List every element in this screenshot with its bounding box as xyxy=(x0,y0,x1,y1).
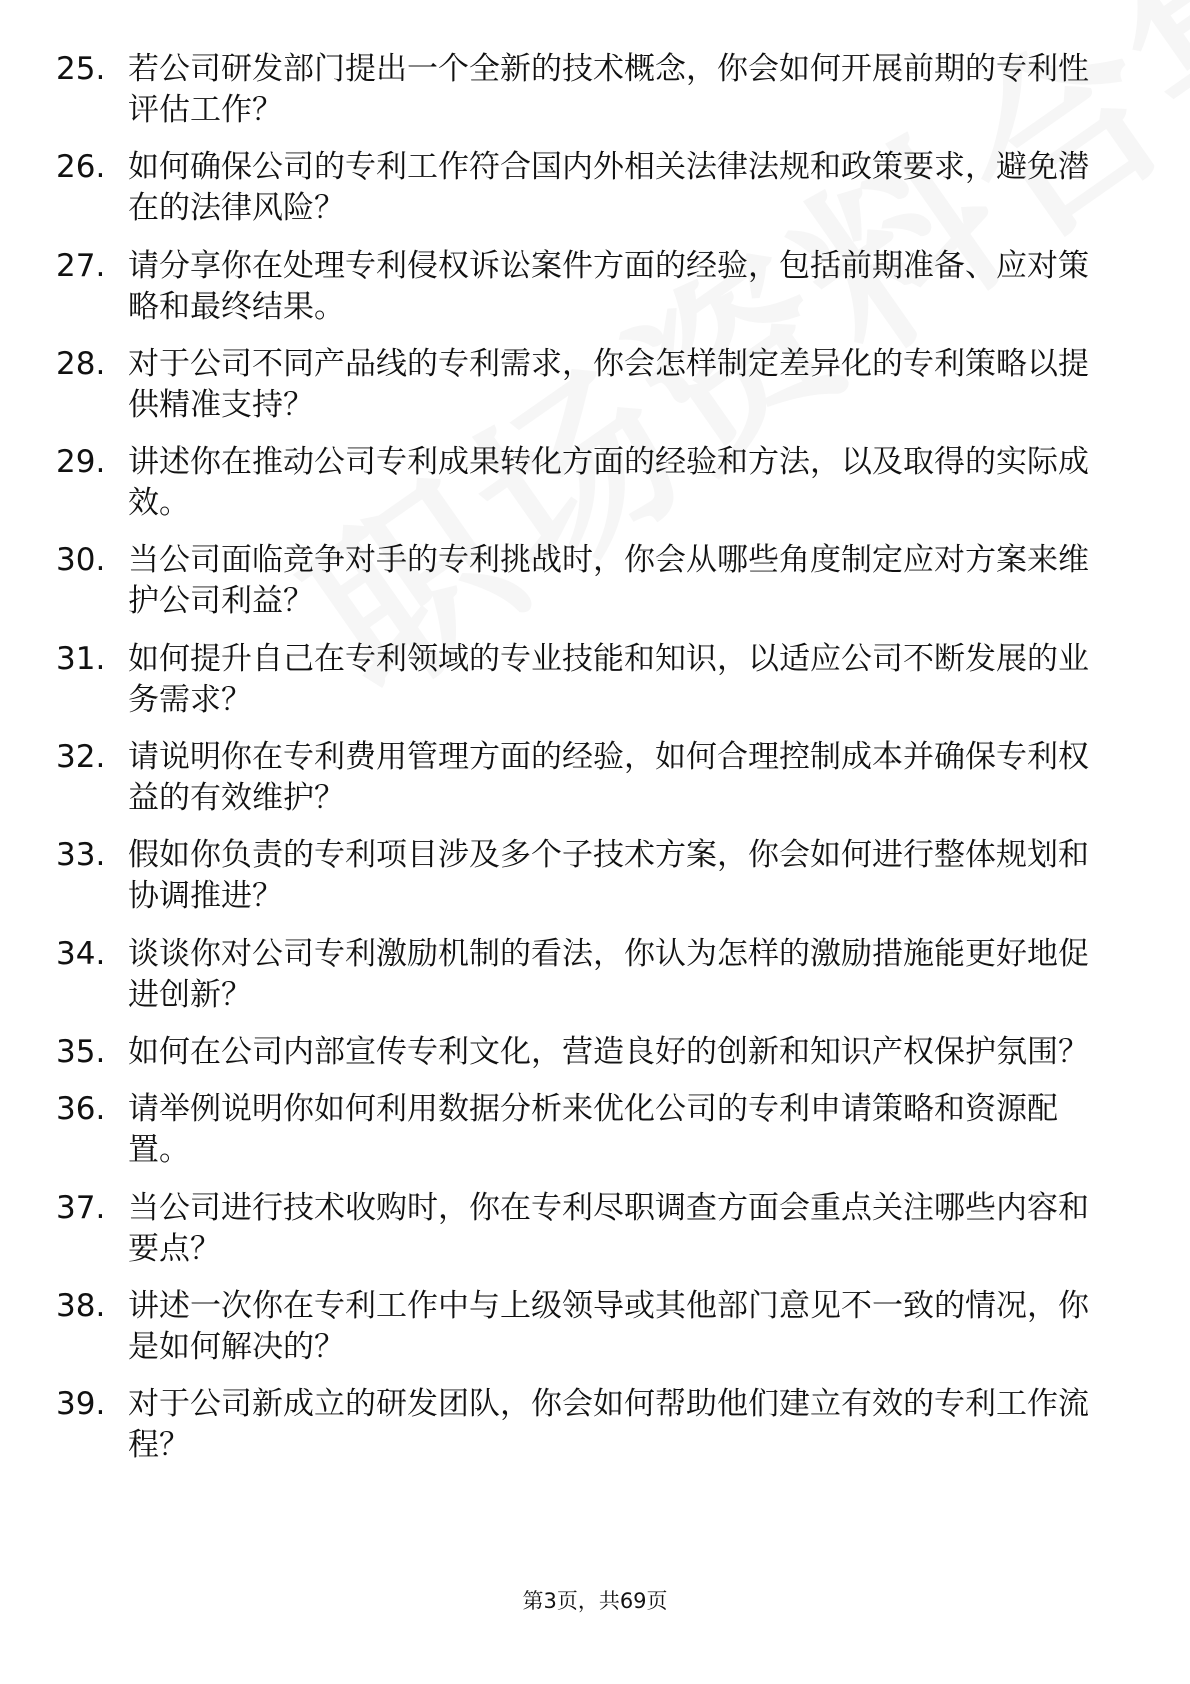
question-number: 27. xyxy=(56,247,106,284)
question-number: 37. xyxy=(56,1189,106,1226)
question-item xyxy=(56,147,1116,229)
question-number: 32. xyxy=(56,739,106,776)
question-text: 假如你负责的专利项目涉及多个子技术方案，你会如何进行整体规划和协调推进？ xyxy=(128,837,1089,915)
question-number: 36. xyxy=(56,1091,106,1128)
question-number: 38. xyxy=(56,1287,106,1324)
question-number: 30. xyxy=(56,542,106,579)
question-text: 讲述一次你在专利工作中与上级领导或其他部门意见不一致的情况，你是如何解决的？ xyxy=(128,1287,1089,1365)
question-number: 28. xyxy=(56,345,106,382)
question-text: 请分享你在处理专利侵权诉讼案件方面的经验，包括前期准备、应对策略和最终结果。 xyxy=(128,247,1089,325)
question-item xyxy=(56,442,1116,524)
question-item xyxy=(56,1188,1116,1270)
question-text: 当公司面临竞争对手的专利挑战时，你会从哪些角度制定应对方案来维护公司利益？ xyxy=(128,542,1089,620)
question-number: 26. xyxy=(56,149,106,186)
question-item xyxy=(56,49,1116,131)
question-item xyxy=(56,835,1116,917)
question-item xyxy=(56,639,1116,721)
question-item xyxy=(56,1384,1116,1466)
question-item xyxy=(56,1286,1116,1368)
question-item xyxy=(56,1089,1116,1171)
question-item xyxy=(56,934,1116,1016)
page-footer xyxy=(0,1585,1190,1615)
question-item xyxy=(56,1032,1116,1073)
question-text: 如何确保公司的专利工作符合国内外相关法律法规和政策要求，避免潜在的法律风险？ xyxy=(128,149,1089,227)
question-number: 31. xyxy=(56,640,106,677)
question-text: 对于公司新成立的研发团队，你会如何帮助他们建立有效的专利工作流程？ xyxy=(128,1386,1089,1464)
question-text: 如何在公司内部宣传专利文化，营造良好的创新和知识产权保护氛围？ xyxy=(128,1033,1089,1070)
question-text: 当公司进行技术收购时，你在专利尽职调查方面会重点关注哪些内容和要点？ xyxy=(128,1189,1089,1267)
question-list xyxy=(56,49,1116,1482)
question-item xyxy=(56,737,1116,819)
question-number: 33. xyxy=(56,837,106,874)
question-text: 讲述你在推动公司专利成果转化方面的经验和方法，以及取得的实际成效。 xyxy=(128,444,1089,522)
question-number: 34. xyxy=(56,935,106,972)
question-text: 如何提升自己在专利领域的专业技能和知识，以适应公司不断发展的业务需求？ xyxy=(128,640,1089,718)
question-item xyxy=(56,344,1116,426)
page-number-label: 第3页，共69页 xyxy=(522,1589,668,1613)
question-number: 35. xyxy=(56,1033,106,1070)
question-text: 对于公司不同产品线的专利需求，你会怎样制定差异化的专利策略以提供精准支持？ xyxy=(128,345,1089,423)
question-text: 谈谈你对公司专利激励机制的看法，你认为怎样的激励措施能更好地促进创新？ xyxy=(128,935,1089,1013)
question-text: 若公司研发部门提出一个全新的技术概念，你会如何开展前期的专利性评估工作？ xyxy=(128,51,1089,128)
question-text: 请举例说明你如何利用数据分析来优化公司的专利申请策略和资源配置。 xyxy=(128,1091,1058,1169)
question-number: 39. xyxy=(56,1386,106,1423)
question-item xyxy=(56,540,1116,622)
question-number: 29. xyxy=(56,444,106,481)
question-text: 请说明你在专利费用管理方面的经验，如何合理控制成本并确保专利权益的有效维护？ xyxy=(128,739,1089,817)
question-item xyxy=(56,246,1116,328)
question-number: 25. xyxy=(56,51,106,87)
